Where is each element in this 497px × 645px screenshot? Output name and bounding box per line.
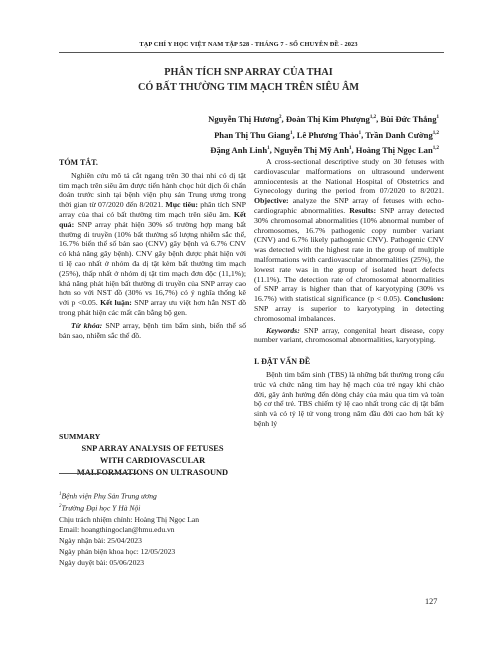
author-name: Nguyễn Thị Hương xyxy=(208,113,280,124)
author-line-1 xyxy=(119,111,439,127)
article-title-line2: CÓ BẤT THƯỜNG TIM MẠCH TRÊN SIÊU ÂM xyxy=(137,82,360,93)
intro-heading: I. ĐẶT VẤN ĐỀ xyxy=(254,357,311,367)
results-label: Results: xyxy=(349,205,377,215)
keywords-vi xyxy=(59,321,246,341)
author-line-3 xyxy=(119,142,439,158)
keywords-en-text: SNP array, congenital heart disease, copy number variant, chromosomal abnormalities, karyotyping. xyxy=(254,325,444,345)
review-date: Ngày phản biện khoa học: 12/05/2023 xyxy=(59,547,176,557)
author-name: , Bùi Đức Thắng xyxy=(376,113,437,124)
conclusion-text: SNP array ưu việt hơn hẳn NST đồ trong phát hiện các mất cân bằng bộ gen. xyxy=(59,298,246,317)
abstract-vietnamese xyxy=(59,158,246,340)
aim-label: Mục tiêu: xyxy=(165,200,198,210)
keywords-label: Từ khóa: xyxy=(71,320,103,330)
objective-text: analyze the SNP array of fetuses with echo-cardiographic abnormalities. xyxy=(254,196,444,215)
journal-header: TẠP CHÍ Y HỌC VIỆT NAM TẬP 528 - THÁNG 7 - SỐ CHUYÊN ĐỀ - 2023 xyxy=(139,41,358,48)
author-name: , Hoàng Thị Ngọc Lan xyxy=(351,145,433,156)
author-name: , Lê Phương Thảo xyxy=(292,129,359,140)
summary-label: SUMMARY xyxy=(59,432,101,441)
keywords-en-label: Keywords: xyxy=(266,325,300,335)
affiliation-sup: 1 xyxy=(289,130,293,136)
author-name: , Đoàn Thị Kim Phượng xyxy=(281,113,370,124)
author-name: , Nguyễn Thị Mỹ Anh xyxy=(269,145,349,156)
aim-text: phân tích SNP array của thai có bất thường tim mạch trên siêu âm. xyxy=(59,200,246,219)
received-date: Ngày nhận bài: 25/04/2023 xyxy=(59,536,142,546)
affiliation-sup: 2 xyxy=(279,115,282,120)
conclusion-en-text: SNP array is superior to karyotyping in detecting chromosomal imbalances. xyxy=(254,303,444,323)
footnote-rule xyxy=(59,473,139,474)
affiliation-text: Bệnh viện Phụ Sản Trung ương xyxy=(61,491,157,501)
author-name: Phan Thị Thu Giang xyxy=(214,129,290,140)
english-title-line3: MALFORMATIONS ON ULTRASOUND xyxy=(76,467,229,477)
affiliation-sup: 1,2 xyxy=(432,146,439,152)
page-number: 127 xyxy=(425,597,438,606)
abstract-heading: TÓM TẮT. xyxy=(59,158,98,167)
affiliation-sup: 1 xyxy=(348,146,352,152)
affiliation-sup: 1,2 xyxy=(369,115,377,120)
english-title-line2: WITH CARDIOVASCULAR xyxy=(99,455,206,465)
footnotes xyxy=(59,490,246,569)
conclusion-label: Kết luận: xyxy=(100,298,132,308)
conclusion-en-label: Conclusion: xyxy=(404,294,444,304)
abstract-paragraph xyxy=(59,171,246,318)
result-label: Kết quả: xyxy=(59,209,246,229)
affiliation-sup: 1,2 xyxy=(432,130,439,136)
affiliation-2 xyxy=(59,502,246,514)
abstract-english xyxy=(254,157,444,429)
author-list xyxy=(119,111,439,158)
affiliation-text: Trường Đại học Y Hà Nội xyxy=(61,503,141,513)
affiliation-sup: 2 xyxy=(59,504,62,510)
objective-label: Objective: xyxy=(254,196,289,206)
email: Email: hoangthingoclan@hmu.edu.vn xyxy=(59,525,175,535)
author-line-2 xyxy=(119,127,439,143)
header-rule xyxy=(59,52,444,53)
intro-paragraph: Bệnh tim bẩm sinh (TBS) là những bất thường trong cấu trúc và chức năng tim hay hệ mạch của trẻ ngay khi chào đời, gây ảnh hưởng đến dòng chảy của máu qua tim và toàn bộ cơ thể trẻ. TBS chiếm tỷ lệ cao nhất trong các dị tật bẩm sinh và có tỷ lệ tử vong trong năm đầu đời cao hơn bất kỳ bệnh lý xyxy=(254,369,444,428)
author-name: Đặng Anh Linh xyxy=(210,145,268,156)
abstract-text: Nghiên cứu mô tả cắt ngang trên 30 thai nhi có dị tật tim mạch trên siêu âm được tiến hành chọc hút dịch ối chẩn đoán trước sinh tại bệnh viện phụ sản Trung ương trong thời gian từ 07/2020 đến 8/2021. xyxy=(59,170,246,210)
accepted-date: Ngày duyệt bài: 05/06/2023 xyxy=(59,557,144,567)
affiliation-1 xyxy=(59,490,246,502)
author-name: , Trần Danh Cường xyxy=(361,129,433,140)
corresponding-author: Chịu trách nhiệm chính: Hoàng Thị Ngọc Lan xyxy=(59,514,200,524)
abstract-en-paragraph xyxy=(254,157,444,324)
keywords-text: SNP array, bệnh tim bẩm sinh, biến thể số bản sao, nhiễm sắc thể đồ. xyxy=(59,320,246,340)
results-text: SNP array detected 30% chromosomal abnormalities (10% abnormal number of chromosomes, 16.7% pathogenic copy number variant (CNV) and 6.7% likely pathogenic CNV). Pathogenic CNV was detected with the highest rate in the group of multiple malformations with cardiovascular abnormalities (25%), the lowest rate was in the group of isolated heart defects (11.1%). The detection rate of chromosomal abnormalities of SNP array is higher than that of karyotyping (30% vs 16.7%) with statistical significance (p < 0.05). xyxy=(254,205,444,304)
article-title-line1: PHÂN TÍCH SNP ARRAY CỦA THAI xyxy=(164,67,333,78)
abstract-en-text: A cross-sectional descriptive study on 30 fetuses with cardiovascular malformations on ultrasound underwent amniocentesis at the National Hospital of Obstetrics and Gynecology during the period from 07/2020 to 8/2021. xyxy=(254,157,444,196)
result-text: SNP array phát hiện 30% số trường hợp mang bất thường di truyền (10% bất thường số lượng nhiễm sắc thể, 16.7% biến thể số bản sao (CNV) gây bệnh và 6.7% CNV có khả năng gây bệnh). CNV gây bệnh được phát hiện với tỉ lệ cao nhất ở nhóm đa dị tật kèm bất thường tim mạch (25%), thấp nhất ở nhóm dị tật tim mạch đơn độc (11,1%); khả năng phát hiện bất thường di truyền của SNP array cao hơn so với NST đồ (30% vs 16,7%) có ý nghĩa thống kê với p <0.05. xyxy=(59,219,246,308)
english-title-line1: SNP ARRAY ANALYSIS OF FETUSES xyxy=(81,444,224,453)
keywords-en xyxy=(254,326,444,346)
affiliation-sup: 1 xyxy=(267,146,270,152)
affiliation-sup: 1 xyxy=(436,115,439,120)
affiliation-sup: 1 xyxy=(358,130,362,136)
affiliation-sup: 1 xyxy=(59,492,62,497)
